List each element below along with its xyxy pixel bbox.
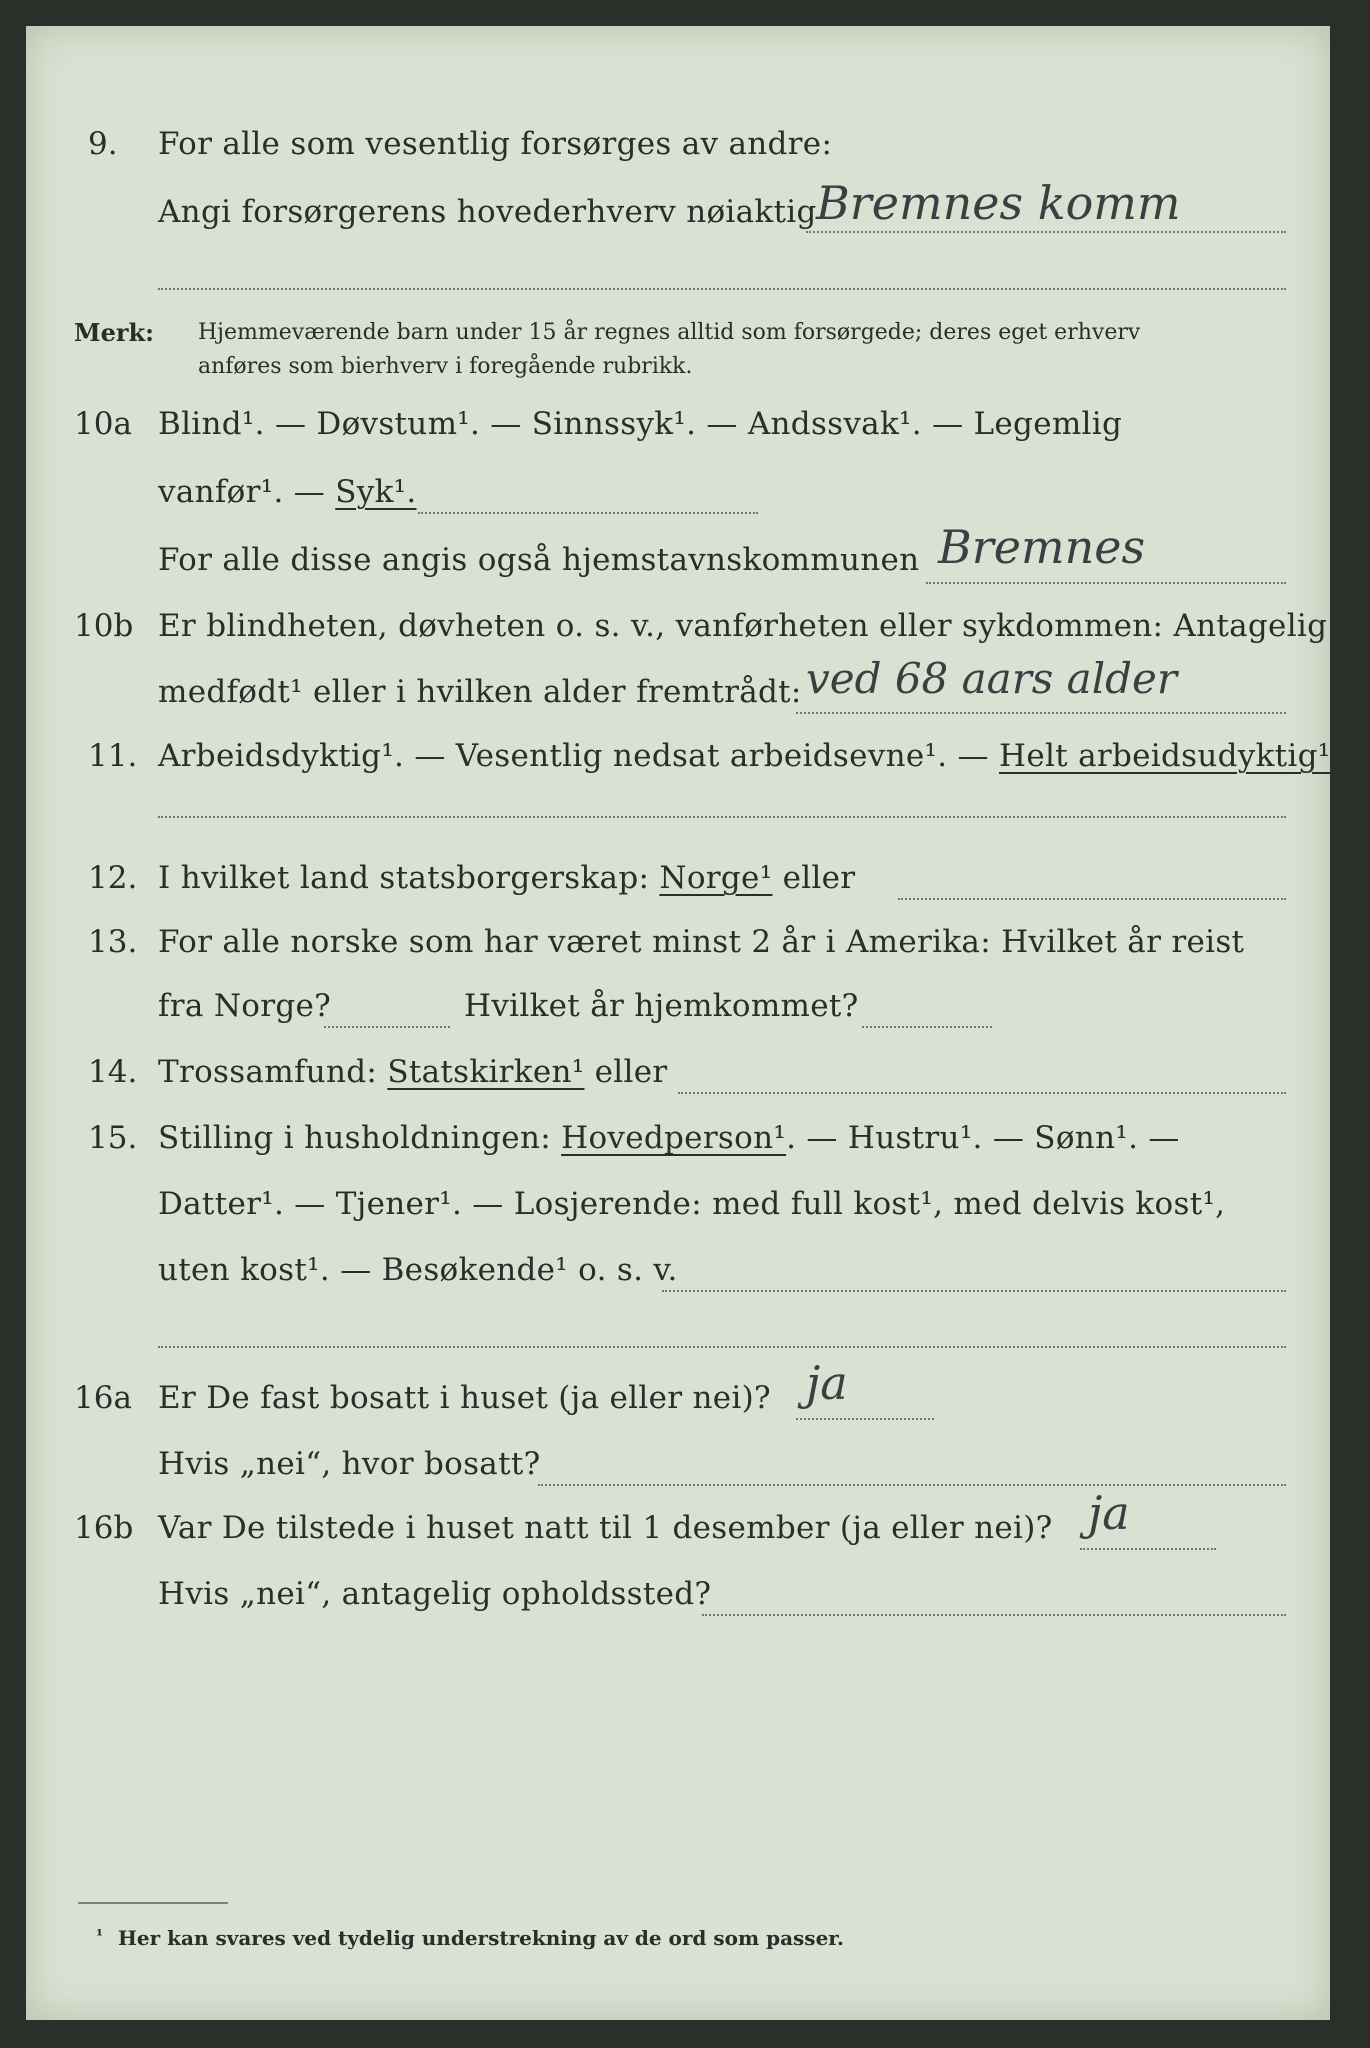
q14-eller-text: eller xyxy=(584,1054,668,1090)
q9-number: 9. xyxy=(88,126,118,162)
merk-line1: Hjemmeværende barn under 15 år regnes alltid som forsørgede; deres eget erhverv xyxy=(198,320,1141,345)
q10a-line3: For alle disse angis også hjemstavnskommunen xyxy=(158,542,920,578)
q12-norge-underlined: Norge¹ xyxy=(659,860,773,896)
q14-question-text: Trossamfund: xyxy=(158,1054,388,1090)
q14-answer-line xyxy=(678,1092,1286,1094)
q14-line1 xyxy=(158,1054,668,1090)
q15-answer-line xyxy=(662,1290,1286,1292)
q11-extra-line xyxy=(158,816,1286,818)
q16a-answer-line xyxy=(796,1418,934,1420)
q14-number: 14. xyxy=(88,1054,138,1090)
q13-number: 13. xyxy=(88,924,138,960)
q9-extra-line xyxy=(158,288,1286,290)
q15-question-text: Stilling i husholdningen: xyxy=(158,1120,562,1156)
q15-extra-line xyxy=(158,1346,1286,1348)
merk-line2: anføres som bierhverv i foregående rubrikk. xyxy=(198,354,693,379)
q16b-number: 16b xyxy=(74,1510,134,1546)
q11-number: 11. xyxy=(88,738,138,774)
q10b-answer-line xyxy=(796,712,1286,714)
q10a-line1: Blind¹. — Døvstum¹. — Sinnssyk¹. — Andssvak¹. — Legemlig xyxy=(158,406,1123,442)
q16a-number: 16a xyxy=(74,1380,132,1416)
q9-handwritten-answer: Bremnes komm xyxy=(816,176,1181,230)
q10b-line1: Er blindheten, døvheten o. s. v., vanførheten eller sykdommen: Antagelig xyxy=(158,608,1328,644)
q16b-where-line xyxy=(702,1614,1286,1616)
q15-number: 15. xyxy=(88,1120,138,1156)
q10a-number: 10a xyxy=(74,406,132,442)
q11-line1 xyxy=(158,738,1341,774)
merk-label: Merk: xyxy=(74,318,154,347)
q10a-line2-blank xyxy=(418,512,758,514)
q10a-answer-line xyxy=(926,582,1286,584)
q9-question-line1: For alle som vesentlig forsørges av andre: xyxy=(158,126,833,162)
census-form-page xyxy=(26,26,1341,2020)
q16b-answer-line xyxy=(1080,1548,1216,1550)
q12-answer-line xyxy=(898,898,1286,900)
q11-options-text: Arbeidsdyktig¹. — Vesentlig nedsat arbeidsevne¹. — xyxy=(158,738,999,774)
footnote-text: Her kan svares ved tydelig understrekning av de ord som passer. xyxy=(118,1926,844,1950)
q13-line2a: fra Norge? xyxy=(158,988,332,1024)
q16a-line2: Hvis „nei“, hvor bosatt? xyxy=(158,1446,541,1482)
q15-line2: Datter¹. — Tjener¹. — Losjerende: med full kost¹, med delvis kost¹, xyxy=(158,1186,1226,1222)
q10a-handwritten-answer: Bremnes xyxy=(938,520,1146,574)
q12-number: 12. xyxy=(88,860,138,896)
q10a-vanfor-text: vanfør¹. — xyxy=(158,474,336,510)
q10b-number: 10b xyxy=(74,608,134,644)
q11-helt-arbeidsudyktig-underlined: Helt arbeidsudyktig¹. xyxy=(998,738,1341,774)
q16b-handwritten-answer: ja xyxy=(1088,1486,1130,1540)
q15-line3: uten kost¹. — Besøkende¹ o. s. v. xyxy=(158,1252,678,1288)
q9-question-line2: Angi forsørgerens hovederhverv nøiaktig xyxy=(158,194,817,230)
footnote-separator xyxy=(78,1902,228,1904)
q15-options-text: . — Hustru¹. — Sønn¹. — xyxy=(786,1120,1180,1156)
q10a-syk-underlined: Syk¹. xyxy=(335,474,417,510)
q10a-line2 xyxy=(158,474,417,510)
q12-question-text: I hvilket land statsborgerskap: xyxy=(158,860,660,896)
q10b-line2: medfødt¹ eller i hvilken alder fremtrådt: xyxy=(158,674,802,710)
q13-year-left-blank xyxy=(324,1026,450,1028)
q12-line1 xyxy=(158,860,855,896)
q13-line2b: Hvilket år hjemkommet? xyxy=(464,988,859,1024)
q15-line1 xyxy=(158,1120,1180,1156)
q16b-line2: Hvis „nei“, antagelig opholdssted? xyxy=(158,1576,712,1612)
q14-statskirken-underlined: Statskirken¹ xyxy=(387,1054,585,1090)
q16a-handwritten-answer: ja xyxy=(806,1356,848,1410)
q16a-line1: Er De fast bosatt i huset (ja eller nei)? xyxy=(158,1380,771,1416)
q12-eller-text: eller xyxy=(772,860,856,896)
q15-hovedperson-underlined: Hovedperson¹ xyxy=(561,1120,787,1156)
q16b-line1: Var De tilstede i huset natt til 1 desember (ja eller nei)? xyxy=(158,1510,1053,1546)
q10b-handwritten-answer: ved 68 aars alder xyxy=(806,654,1177,703)
q13-year-returned-blank xyxy=(862,1026,992,1028)
footnote-mark: ¹ xyxy=(96,1926,104,1945)
q9-answer-line xyxy=(806,231,1286,233)
q16a-where-line xyxy=(538,1484,1286,1486)
q13-line1: For alle norske som har været minst 2 år i Amerika: Hvilket år reist xyxy=(158,924,1245,960)
